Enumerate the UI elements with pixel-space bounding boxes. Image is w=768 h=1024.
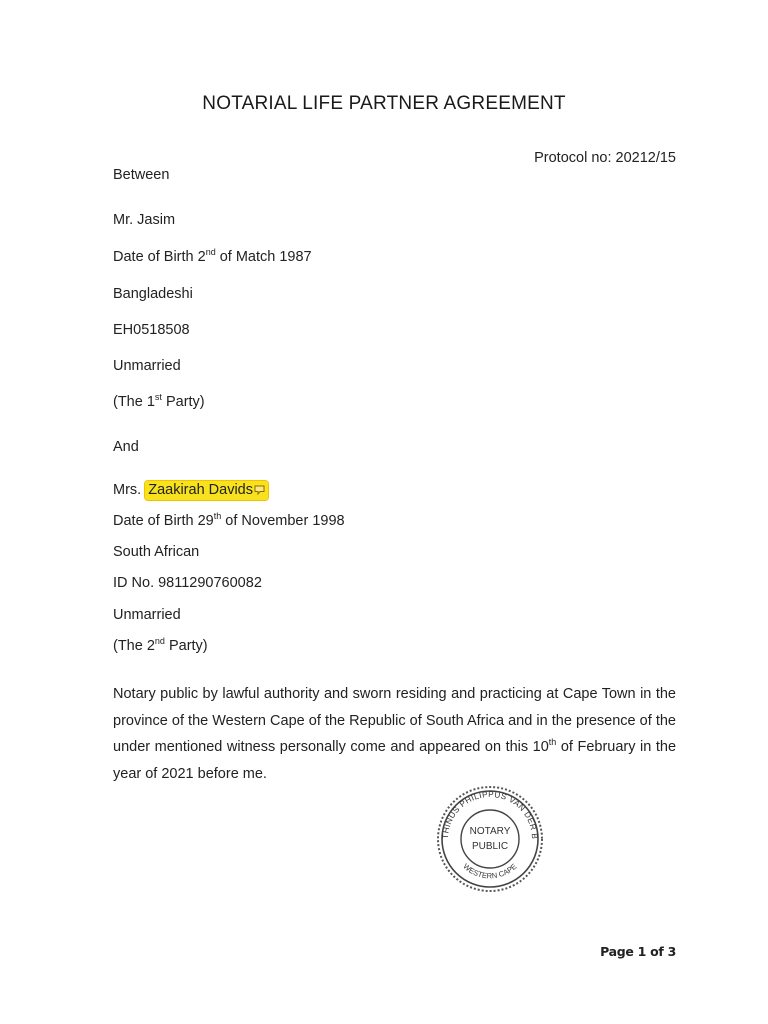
party2-name: Mrs. Zaakirah Davids — [113, 482, 268, 498]
comment-icon[interactable] — [254, 485, 265, 495]
seal-outer-text: THINUS PHILIPPUS VAN DER B — [440, 789, 540, 840]
seal-bottom-text: WESTERN CAPE — [461, 861, 519, 881]
between-label: Between — [113, 167, 170, 183]
seal-graphic — [432, 784, 548, 894]
party2-nationality: South African — [113, 544, 200, 560]
seal-center-line2: PUBLIC — [471, 841, 509, 852]
party2-status: Unmarried — [113, 607, 181, 623]
document-title: NOTARIAL LIFE PARTNER AGREEMENT — [202, 93, 566, 114]
protocol-number: Protocol no: 20212/15 — [534, 150, 676, 166]
party1-label: (The 1st Party) — [113, 392, 205, 410]
party1-status: Unmarried — [113, 358, 181, 374]
party2-dob: Date of Birth 29th of November 1998 — [113, 511, 345, 529]
party2-label: (The 2nd Party) — [113, 636, 208, 654]
party1-name: Mr. Jasim — [113, 212, 176, 228]
highlighted-name[interactable]: Zaakirah Davids — [145, 481, 268, 500]
seal-center-line1: NOTARY — [469, 826, 511, 837]
party1-dob: Date of Birth 2nd of Match 1987 — [113, 247, 312, 265]
notary-seal — [432, 784, 548, 894]
svg-text:WESTERN CAPE — [461, 862, 518, 881]
party2-id: ID No. 9811290760082 — [113, 575, 262, 591]
party1-id: EH0518508 — [113, 322, 190, 338]
and-label: And — [113, 439, 139, 455]
body-paragraph: Notary public by lawful authority and sworn residing and practicing at Cape Town in the province of the Western Cape of the Republic of South Africa and in the presence of the under mentioned witness personally come and appeared on this 10th of February in the year of 2021 before me. — [113, 686, 677, 782]
page-number: Page 1 of 3 — [600, 944, 676, 959]
party1-nationality: Bangladeshi — [113, 286, 193, 302]
